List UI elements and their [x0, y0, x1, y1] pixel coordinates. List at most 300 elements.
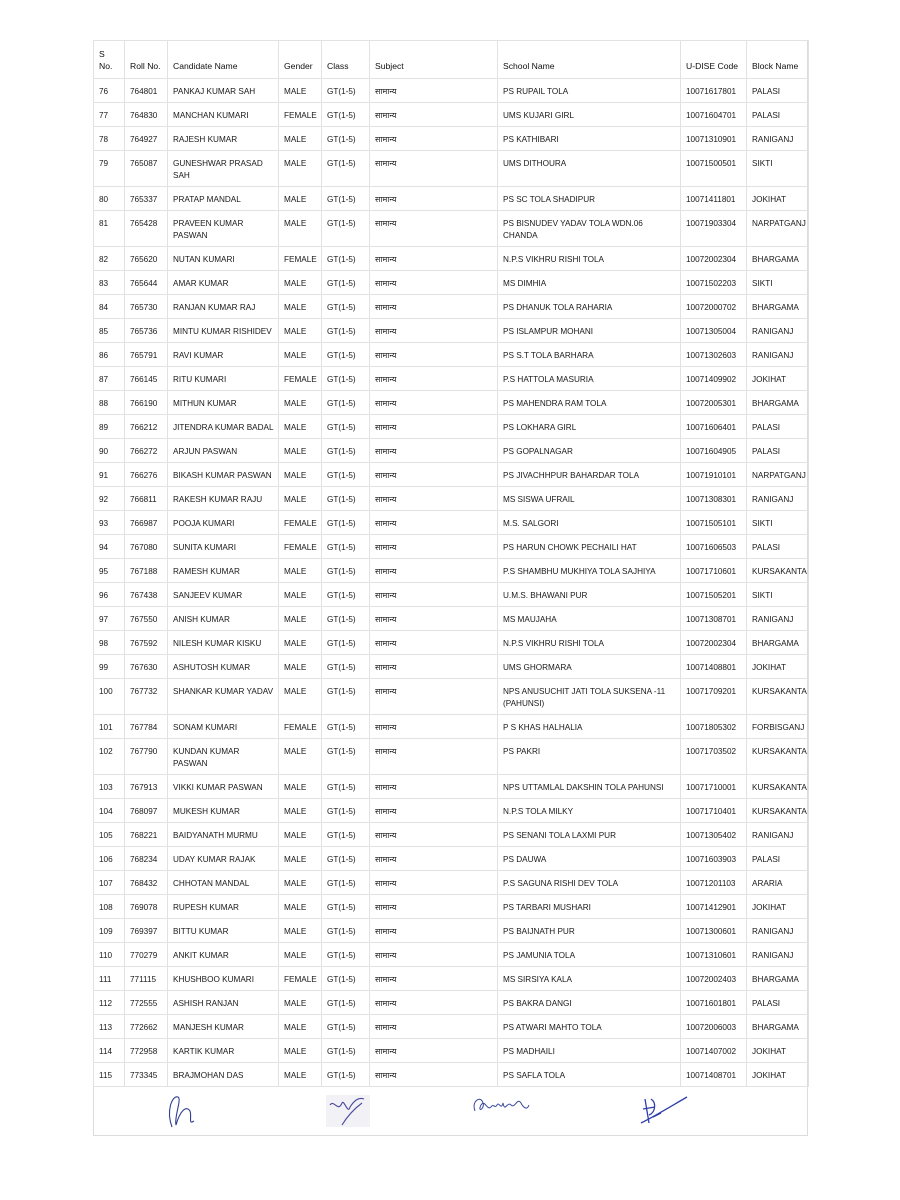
table-row — [94, 463, 809, 487]
cell-candidate-name: POOJA KUMARI — [168, 511, 279, 535]
cell-sno: 101 — [94, 715, 125, 739]
cell-sno: 80 — [94, 187, 125, 211]
cell-roll: 769078 — [125, 895, 168, 919]
signature-1 — [164, 1091, 200, 1131]
cell-candidate-name: RUPESH KUMAR — [168, 895, 279, 919]
cell-school-name: PS KATHIBARI — [498, 127, 681, 151]
cell-gender: MALE — [279, 607, 322, 631]
cell-udise: 10071703502 — [681, 739, 747, 775]
cell-udise: 10071709201 — [681, 679, 747, 715]
cell-class: GT(1-5) — [322, 559, 370, 583]
cell-block: PALASI — [747, 847, 809, 871]
cell-block: JOKIHAT — [747, 655, 809, 679]
cell-block: SIKTI — [747, 151, 809, 187]
cell-subject: सामान्य — [370, 463, 498, 487]
cell-subject: सामान्य — [370, 103, 498, 127]
cell-block: KURSAKANTA — [747, 739, 809, 775]
cell-roll: 765087 — [125, 151, 168, 187]
cell-roll: 765337 — [125, 187, 168, 211]
cell-class: GT(1-5) — [322, 607, 370, 631]
cell-gender: MALE — [279, 799, 322, 823]
table-row — [94, 823, 809, 847]
cell-candidate-name: PRAVEEN KUMAR PASWAN — [168, 211, 279, 247]
cell-class: GT(1-5) — [322, 967, 370, 991]
cell-candidate-name: GUNESHWAR PRASAD SAH — [168, 151, 279, 187]
cell-sno: 90 — [94, 439, 125, 463]
cell-block: PALASI — [747, 535, 809, 559]
cell-gender: MALE — [279, 271, 322, 295]
table-row — [94, 559, 809, 583]
cell-subject: सामान्य — [370, 1015, 498, 1039]
table-row — [94, 679, 809, 715]
cell-sno: 96 — [94, 583, 125, 607]
cell-sno: 78 — [94, 127, 125, 151]
cell-udise: 10071903304 — [681, 211, 747, 247]
cell-gender: MALE — [279, 847, 322, 871]
cell-school-name: PS MAHENDRA RAM TOLA — [498, 391, 681, 415]
cell-block: RANIGANJ — [747, 823, 809, 847]
cell-candidate-name: ASHUTOSH KUMAR — [168, 655, 279, 679]
cell-roll: 766190 — [125, 391, 168, 415]
cell-subject: सामान्य — [370, 607, 498, 631]
cell-class: GT(1-5) — [322, 247, 370, 271]
cell-school-name: MS MAUJAHA — [498, 607, 681, 631]
cell-school-name: PS SENANI TOLA LAXMI PUR — [498, 823, 681, 847]
cell-roll: 768221 — [125, 823, 168, 847]
cell-sno: 110 — [94, 943, 125, 967]
table-row — [94, 343, 809, 367]
cell-candidate-name: KARTIK KUMAR — [168, 1039, 279, 1063]
cell-sno: 108 — [94, 895, 125, 919]
cell-candidate-name: BRAJMOHAN DAS — [168, 1063, 279, 1087]
cell-sno: 76 — [94, 79, 125, 103]
cell-subject: सामान्य — [370, 655, 498, 679]
cell-candidate-name: AMAR KUMAR — [168, 271, 279, 295]
cell-subject: सामान्य — [370, 211, 498, 247]
table-row — [94, 103, 809, 127]
cell-school-name: UMS KUJARI GIRL — [498, 103, 681, 127]
cell-block: NARPATGANJ — [747, 211, 809, 247]
table-row — [94, 295, 809, 319]
cell-school-name: PS BISNUDEV YADAV TOLA WDN.06 CHANDA — [498, 211, 681, 247]
cell-class: GT(1-5) — [322, 739, 370, 775]
cell-gender: MALE — [279, 319, 322, 343]
cell-candidate-name: JITENDRA KUMAR BADAL — [168, 415, 279, 439]
cell-udise: 10072006003 — [681, 1015, 747, 1039]
cell-roll: 768432 — [125, 871, 168, 895]
table-row — [94, 1063, 809, 1087]
cell-block: PALASI — [747, 991, 809, 1015]
cell-sno: 92 — [94, 487, 125, 511]
cell-subject: सामान्य — [370, 319, 498, 343]
cell-block: BHARGAMA — [747, 247, 809, 271]
table-body — [94, 79, 809, 1087]
cell-candidate-name: RAJESH KUMAR — [168, 127, 279, 151]
table-row — [94, 367, 809, 391]
cell-block: RANIGANJ — [747, 487, 809, 511]
cell-subject: सामान्य — [370, 367, 498, 391]
cell-subject: सामान्य — [370, 295, 498, 319]
cell-roll: 767784 — [125, 715, 168, 739]
cell-school-name: PS HARUN CHOWK PECHAILI HAT — [498, 535, 681, 559]
cell-candidate-name: ARJUN PASWAN — [168, 439, 279, 463]
cell-udise: 10071408801 — [681, 655, 747, 679]
cell-roll: 764927 — [125, 127, 168, 151]
cell-block: RANIGANJ — [747, 343, 809, 367]
cell-school-name: MS SIRSIYA KALA — [498, 967, 681, 991]
cell-gender: FEMALE — [279, 511, 322, 535]
cell-roll: 771115 — [125, 967, 168, 991]
cell-roll: 765428 — [125, 211, 168, 247]
cell-class: GT(1-5) — [322, 631, 370, 655]
cell-block: BHARGAMA — [747, 967, 809, 991]
cell-gender: MALE — [279, 79, 322, 103]
cell-udise: 10071710001 — [681, 775, 747, 799]
cell-candidate-name: MANCHAN KUMARI — [168, 103, 279, 127]
cell-class: GT(1-5) — [322, 679, 370, 715]
cell-school-name: UMS DITHOURA — [498, 151, 681, 187]
cell-subject: सामान्य — [370, 247, 498, 271]
cell-roll: 769397 — [125, 919, 168, 943]
cell-candidate-name: PRATAP MANDAL — [168, 187, 279, 211]
cell-block: JOKIHAT — [747, 1063, 809, 1087]
cell-udise: 10071500501 — [681, 151, 747, 187]
cell-sno: 95 — [94, 559, 125, 583]
cell-subject: सामान्य — [370, 535, 498, 559]
col-header-sno: S No. — [94, 41, 125, 79]
cell-class: GT(1-5) — [322, 439, 370, 463]
cell-sno: 111 — [94, 967, 125, 991]
cell-gender: MALE — [279, 871, 322, 895]
cell-class: GT(1-5) — [322, 775, 370, 799]
cell-school-name: PS LOKHARA GIRL — [498, 415, 681, 439]
table-row — [94, 271, 809, 295]
cell-udise: 10071305402 — [681, 823, 747, 847]
cell-school-name: PS ATWARI MAHTO TOLA — [498, 1015, 681, 1039]
cell-sno: 85 — [94, 319, 125, 343]
cell-school-name: PS ISLAMPUR MOHANI — [498, 319, 681, 343]
cell-roll: 766272 — [125, 439, 168, 463]
cell-sno: 103 — [94, 775, 125, 799]
cell-roll: 768234 — [125, 847, 168, 871]
cell-udise: 10071411801 — [681, 187, 747, 211]
cell-block: ARARIA — [747, 871, 809, 895]
cell-school-name: PS GOPALNAGAR — [498, 439, 681, 463]
cell-candidate-name: RAKESH KUMAR RAJU — [168, 487, 279, 511]
cell-candidate-name: RITU KUMARI — [168, 367, 279, 391]
cell-udise: 10071310901 — [681, 127, 747, 151]
cell-class: GT(1-5) — [322, 211, 370, 247]
cell-roll: 767550 — [125, 607, 168, 631]
cell-gender: MALE — [279, 1015, 322, 1039]
cell-school-name: PS SAFLA TOLA — [498, 1063, 681, 1087]
cell-gender: MALE — [279, 655, 322, 679]
cell-subject: सामान्य — [370, 187, 498, 211]
cell-roll: 770279 — [125, 943, 168, 967]
cell-school-name: PS SC TOLA SHADIPUR — [498, 187, 681, 211]
cell-gender: MALE — [279, 583, 322, 607]
col-header-school: School Name — [498, 41, 681, 79]
signature-3 — [469, 1091, 533, 1121]
cell-gender: MALE — [279, 463, 322, 487]
cell-gender: MALE — [279, 1063, 322, 1087]
cell-candidate-name: RAMESH KUMAR — [168, 559, 279, 583]
cell-subject: सामान्य — [370, 415, 498, 439]
cell-sno: 94 — [94, 535, 125, 559]
cell-school-name: MS DIMHIA — [498, 271, 681, 295]
cell-sno: 100 — [94, 679, 125, 715]
cell-subject: सामान्य — [370, 847, 498, 871]
cell-school-name: UMS GHORMARA — [498, 655, 681, 679]
cell-subject: सामान्य — [370, 79, 498, 103]
cell-block: KURSAKANTA — [747, 775, 809, 799]
cell-sno: 106 — [94, 847, 125, 871]
cell-udise: 10072002403 — [681, 967, 747, 991]
cell-roll: 768097 — [125, 799, 168, 823]
cell-subject: सामान्य — [370, 715, 498, 739]
cell-block: FORBISGANJ — [747, 715, 809, 739]
cell-candidate-name: UDAY KUMAR RAJAK — [168, 847, 279, 871]
cell-sno: 87 — [94, 367, 125, 391]
cell-gender: MALE — [279, 487, 322, 511]
cell-subject: सामान्य — [370, 343, 498, 367]
table-row — [94, 151, 809, 187]
cell-candidate-name: NILESH KUMAR KISKU — [168, 631, 279, 655]
cell-candidate-name: BIKASH KUMAR PASWAN — [168, 463, 279, 487]
cell-subject: सामान्य — [370, 775, 498, 799]
cell-udise: 10071201103 — [681, 871, 747, 895]
cell-block: KURSAKANTA — [747, 559, 809, 583]
cell-gender: MALE — [279, 991, 322, 1015]
cell-candidate-name: MINTU KUMAR RISHIDEV — [168, 319, 279, 343]
cell-gender: MALE — [279, 439, 322, 463]
cell-candidate-name: NUTAN KUMARI — [168, 247, 279, 271]
cell-class: GT(1-5) — [322, 271, 370, 295]
table-row — [94, 511, 809, 535]
table-row — [94, 415, 809, 439]
cell-school-name: P.S SAGUNA RISHI DEV TOLA — [498, 871, 681, 895]
cell-class: GT(1-5) — [322, 991, 370, 1015]
cell-class: GT(1-5) — [322, 127, 370, 151]
cell-school-name: N.P.S VIKHRU RISHI TOLA — [498, 247, 681, 271]
cell-class: GT(1-5) — [322, 583, 370, 607]
cell-block: BHARGAMA — [747, 1015, 809, 1039]
cell-gender: FEMALE — [279, 535, 322, 559]
cell-roll: 766145 — [125, 367, 168, 391]
cell-class: GT(1-5) — [322, 655, 370, 679]
cell-roll: 773345 — [125, 1063, 168, 1087]
cell-subject: सामान्य — [370, 991, 498, 1015]
cell-roll: 765736 — [125, 319, 168, 343]
cell-subject: सामान्य — [370, 487, 498, 511]
cell-sno: 105 — [94, 823, 125, 847]
cell-subject: सामान्य — [370, 631, 498, 655]
cell-subject: सामान्य — [370, 439, 498, 463]
table-row — [94, 919, 809, 943]
cell-candidate-name: SONAM KUMARI — [168, 715, 279, 739]
col-header-name: Candidate Name — [168, 41, 279, 79]
table-row — [94, 775, 809, 799]
table-header-row — [94, 41, 809, 79]
cell-udise: 10071601801 — [681, 991, 747, 1015]
cell-school-name: PS RUPAIL TOLA — [498, 79, 681, 103]
cell-class: GT(1-5) — [322, 343, 370, 367]
cell-sno: 93 — [94, 511, 125, 535]
cell-gender: MALE — [279, 127, 322, 151]
cell-class: GT(1-5) — [322, 895, 370, 919]
cell-gender: FEMALE — [279, 715, 322, 739]
cell-udise: 10071302603 — [681, 343, 747, 367]
table-row — [94, 487, 809, 511]
cell-class: GT(1-5) — [322, 151, 370, 187]
cell-sno: 77 — [94, 103, 125, 127]
cell-gender: MALE — [279, 151, 322, 187]
cell-candidate-name: SANJEEV KUMAR — [168, 583, 279, 607]
table-row — [94, 1039, 809, 1063]
cell-udise: 10071910101 — [681, 463, 747, 487]
cell-school-name: PS JIVACHHPUR BAHARDAR TOLA — [498, 463, 681, 487]
cell-school-name: NPS ANUSUCHIT JATI TOLA SUKSENA -11 (PAHUNSI) — [498, 679, 681, 715]
cell-gender: MALE — [279, 775, 322, 799]
cell-school-name: P.S SHAMBHU MUKHIYA TOLA SAJHIYA — [498, 559, 681, 583]
cell-udise: 10071502203 — [681, 271, 747, 295]
cell-sno: 104 — [94, 799, 125, 823]
cell-udise: 10071617801 — [681, 79, 747, 103]
table-row — [94, 655, 809, 679]
cell-udise: 10071310601 — [681, 943, 747, 967]
cell-subject: सामान्य — [370, 271, 498, 295]
cell-sno: 102 — [94, 739, 125, 775]
table-row — [94, 607, 809, 631]
cell-class: GT(1-5) — [322, 511, 370, 535]
cell-subject: सामान्य — [370, 967, 498, 991]
cell-udise: 10071604905 — [681, 439, 747, 463]
cell-candidate-name: BITTU KUMAR — [168, 919, 279, 943]
cell-school-name: P.S HATTOLA MASURIA — [498, 367, 681, 391]
cell-class: GT(1-5) — [322, 103, 370, 127]
cell-sno: 115 — [94, 1063, 125, 1087]
cell-roll: 765620 — [125, 247, 168, 271]
table-row — [94, 1015, 809, 1039]
cell-gender: MALE — [279, 1039, 322, 1063]
cell-sno: 82 — [94, 247, 125, 271]
cell-subject: सामान्य — [370, 799, 498, 823]
cell-sno: 88 — [94, 391, 125, 415]
cell-gender: FEMALE — [279, 103, 322, 127]
cell-subject: सामान्य — [370, 739, 498, 775]
table-row — [94, 799, 809, 823]
cell-candidate-name: MITHUN KUMAR — [168, 391, 279, 415]
cell-class: GT(1-5) — [322, 367, 370, 391]
cell-class: GT(1-5) — [322, 187, 370, 211]
candidate-table — [93, 40, 809, 1087]
cell-sno: 83 — [94, 271, 125, 295]
cell-class: GT(1-5) — [322, 415, 370, 439]
cell-subject: सामान्य — [370, 943, 498, 967]
cell-candidate-name: PANKAJ KUMAR SAH — [168, 79, 279, 103]
cell-block: BHARGAMA — [747, 631, 809, 655]
cell-sno: 112 — [94, 991, 125, 1015]
cell-gender: MALE — [279, 415, 322, 439]
cell-block: NARPATGANJ — [747, 463, 809, 487]
cell-school-name: N.P.S TOLA MILKY — [498, 799, 681, 823]
cell-school-name: PS S.T TOLA BARHARA — [498, 343, 681, 367]
cell-class: GT(1-5) — [322, 871, 370, 895]
cell-block: RANIGANJ — [747, 319, 809, 343]
cell-school-name: PS BAKRA DANGI — [498, 991, 681, 1015]
cell-school-name: PS MADHAILI — [498, 1039, 681, 1063]
cell-class: GT(1-5) — [322, 715, 370, 739]
cell-class: GT(1-5) — [322, 1015, 370, 1039]
table-row — [94, 79, 809, 103]
cell-sno: 79 — [94, 151, 125, 187]
cell-school-name: M.S. SALGORI — [498, 511, 681, 535]
cell-block: RANIGANJ — [747, 607, 809, 631]
cell-sno: 81 — [94, 211, 125, 247]
cell-class: GT(1-5) — [322, 1039, 370, 1063]
cell-subject: सामान्य — [370, 559, 498, 583]
table-row — [94, 967, 809, 991]
cell-class: GT(1-5) — [322, 799, 370, 823]
cell-sno: 91 — [94, 463, 125, 487]
cell-subject: सामान्य — [370, 679, 498, 715]
cell-school-name: PS TARBARI MUSHARI — [498, 895, 681, 919]
cell-class: GT(1-5) — [322, 847, 370, 871]
cell-udise: 10072002304 — [681, 247, 747, 271]
cell-roll: 767188 — [125, 559, 168, 583]
signature-row — [94, 1085, 807, 1135]
cell-udise: 10072000702 — [681, 295, 747, 319]
cell-class: GT(1-5) — [322, 295, 370, 319]
cell-subject: सामान्य — [370, 583, 498, 607]
cell-sno: 114 — [94, 1039, 125, 1063]
cell-gender: MALE — [279, 187, 322, 211]
cell-gender: MALE — [279, 895, 322, 919]
cell-roll: 767913 — [125, 775, 168, 799]
cell-roll: 767080 — [125, 535, 168, 559]
signature-2 — [324, 1091, 372, 1131]
cell-gender: MALE — [279, 343, 322, 367]
cell-sno: 97 — [94, 607, 125, 631]
cell-block: BHARGAMA — [747, 391, 809, 415]
table-row — [94, 715, 809, 739]
cell-roll: 764801 — [125, 79, 168, 103]
cell-udise: 10071603903 — [681, 847, 747, 871]
cell-udise: 10071308301 — [681, 487, 747, 511]
cell-sno: 98 — [94, 631, 125, 655]
cell-block: PALASI — [747, 79, 809, 103]
cell-subject: सामान्य — [370, 871, 498, 895]
cell-roll: 766212 — [125, 415, 168, 439]
cell-block: BHARGAMA — [747, 295, 809, 319]
table-row — [94, 187, 809, 211]
cell-school-name: NPS UTTAMLAL DAKSHIN TOLA PAHUNSI — [498, 775, 681, 799]
col-header-udise: U-DISE Code — [681, 41, 747, 79]
table-row — [94, 319, 809, 343]
cell-candidate-name: ANKIT KUMAR — [168, 943, 279, 967]
cell-block: JOKIHAT — [747, 895, 809, 919]
cell-class: GT(1-5) — [322, 391, 370, 415]
cell-sno: 89 — [94, 415, 125, 439]
cell-block: RANIGANJ — [747, 127, 809, 151]
cell-candidate-name: BAIDYANATH MURMU — [168, 823, 279, 847]
signature-4 — [639, 1093, 691, 1127]
cell-school-name: P S KHAS HALHALIA — [498, 715, 681, 739]
cell-block: RANIGANJ — [747, 943, 809, 967]
cell-udise: 10071408701 — [681, 1063, 747, 1087]
cell-school-name: PS DHANUK TOLA RAHARIA — [498, 295, 681, 319]
table-row — [94, 439, 809, 463]
